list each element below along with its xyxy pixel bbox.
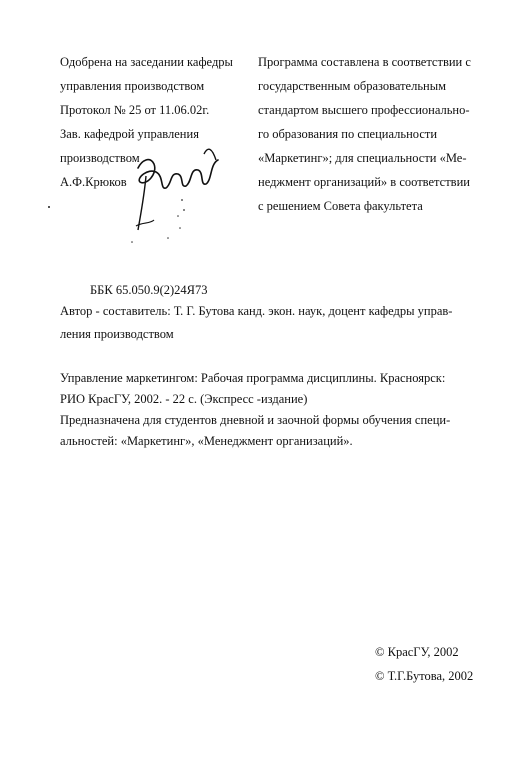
program-note-line: государственным образовательным	[258, 79, 447, 93]
copyright-line: © КрасГУ, 2002	[375, 645, 459, 659]
author-line: Автор - составитель: Т. Г. Бутова канд. экон. наук, доцент кафедры управ-	[60, 304, 453, 318]
approval-line: Протокол № 25 от 11.06.02г.	[60, 103, 210, 117]
approval-line: производством	[60, 151, 140, 165]
author-block	[60, 300, 490, 346]
description-line: Предназначена для студентов дневной и заочной формы обучения специ-	[60, 413, 451, 427]
copyright-line: © Т.Г.Бутова, 2002	[375, 669, 474, 683]
description-line: РИО КрасГУ, 2002. - 22 с. (Экспресс -издание)	[60, 392, 308, 406]
program-note-line: го образования по специальности	[258, 127, 438, 141]
program-note-block	[258, 50, 486, 218]
scan-speck	[48, 206, 50, 208]
program-note-line: «Маркетинг»; для специальности «Ме-	[258, 151, 467, 165]
program-note-line: Программа составлена в соответствии с	[258, 55, 471, 69]
approval-signer: А.Ф.Крюков	[60, 175, 127, 189]
approval-line: Одобрена на заседании кафедры	[60, 55, 233, 69]
handwritten-signature	[120, 138, 240, 258]
program-note-line: с решением Совета факультета	[258, 199, 423, 213]
description-block	[60, 368, 490, 452]
copyright-block	[375, 640, 473, 688]
program-note-line: неджмент организаций» в соответствии	[258, 175, 470, 189]
approval-line: управления производством	[60, 79, 205, 93]
author-line: ления производством	[60, 327, 174, 341]
program-note-line: стандартом высшего профессионально-	[258, 103, 470, 117]
approval-line: Зав. кафедрой управления	[60, 127, 199, 141]
bbk-code: ББК 65.050.9(2)24Я73	[90, 283, 208, 297]
description-line: альностей: «Маркетинг», «Менеджмент организаций».	[60, 434, 353, 448]
description-line: Управление маркетингом: Рабочая программа дисциплины. Красноярск:	[60, 371, 446, 385]
